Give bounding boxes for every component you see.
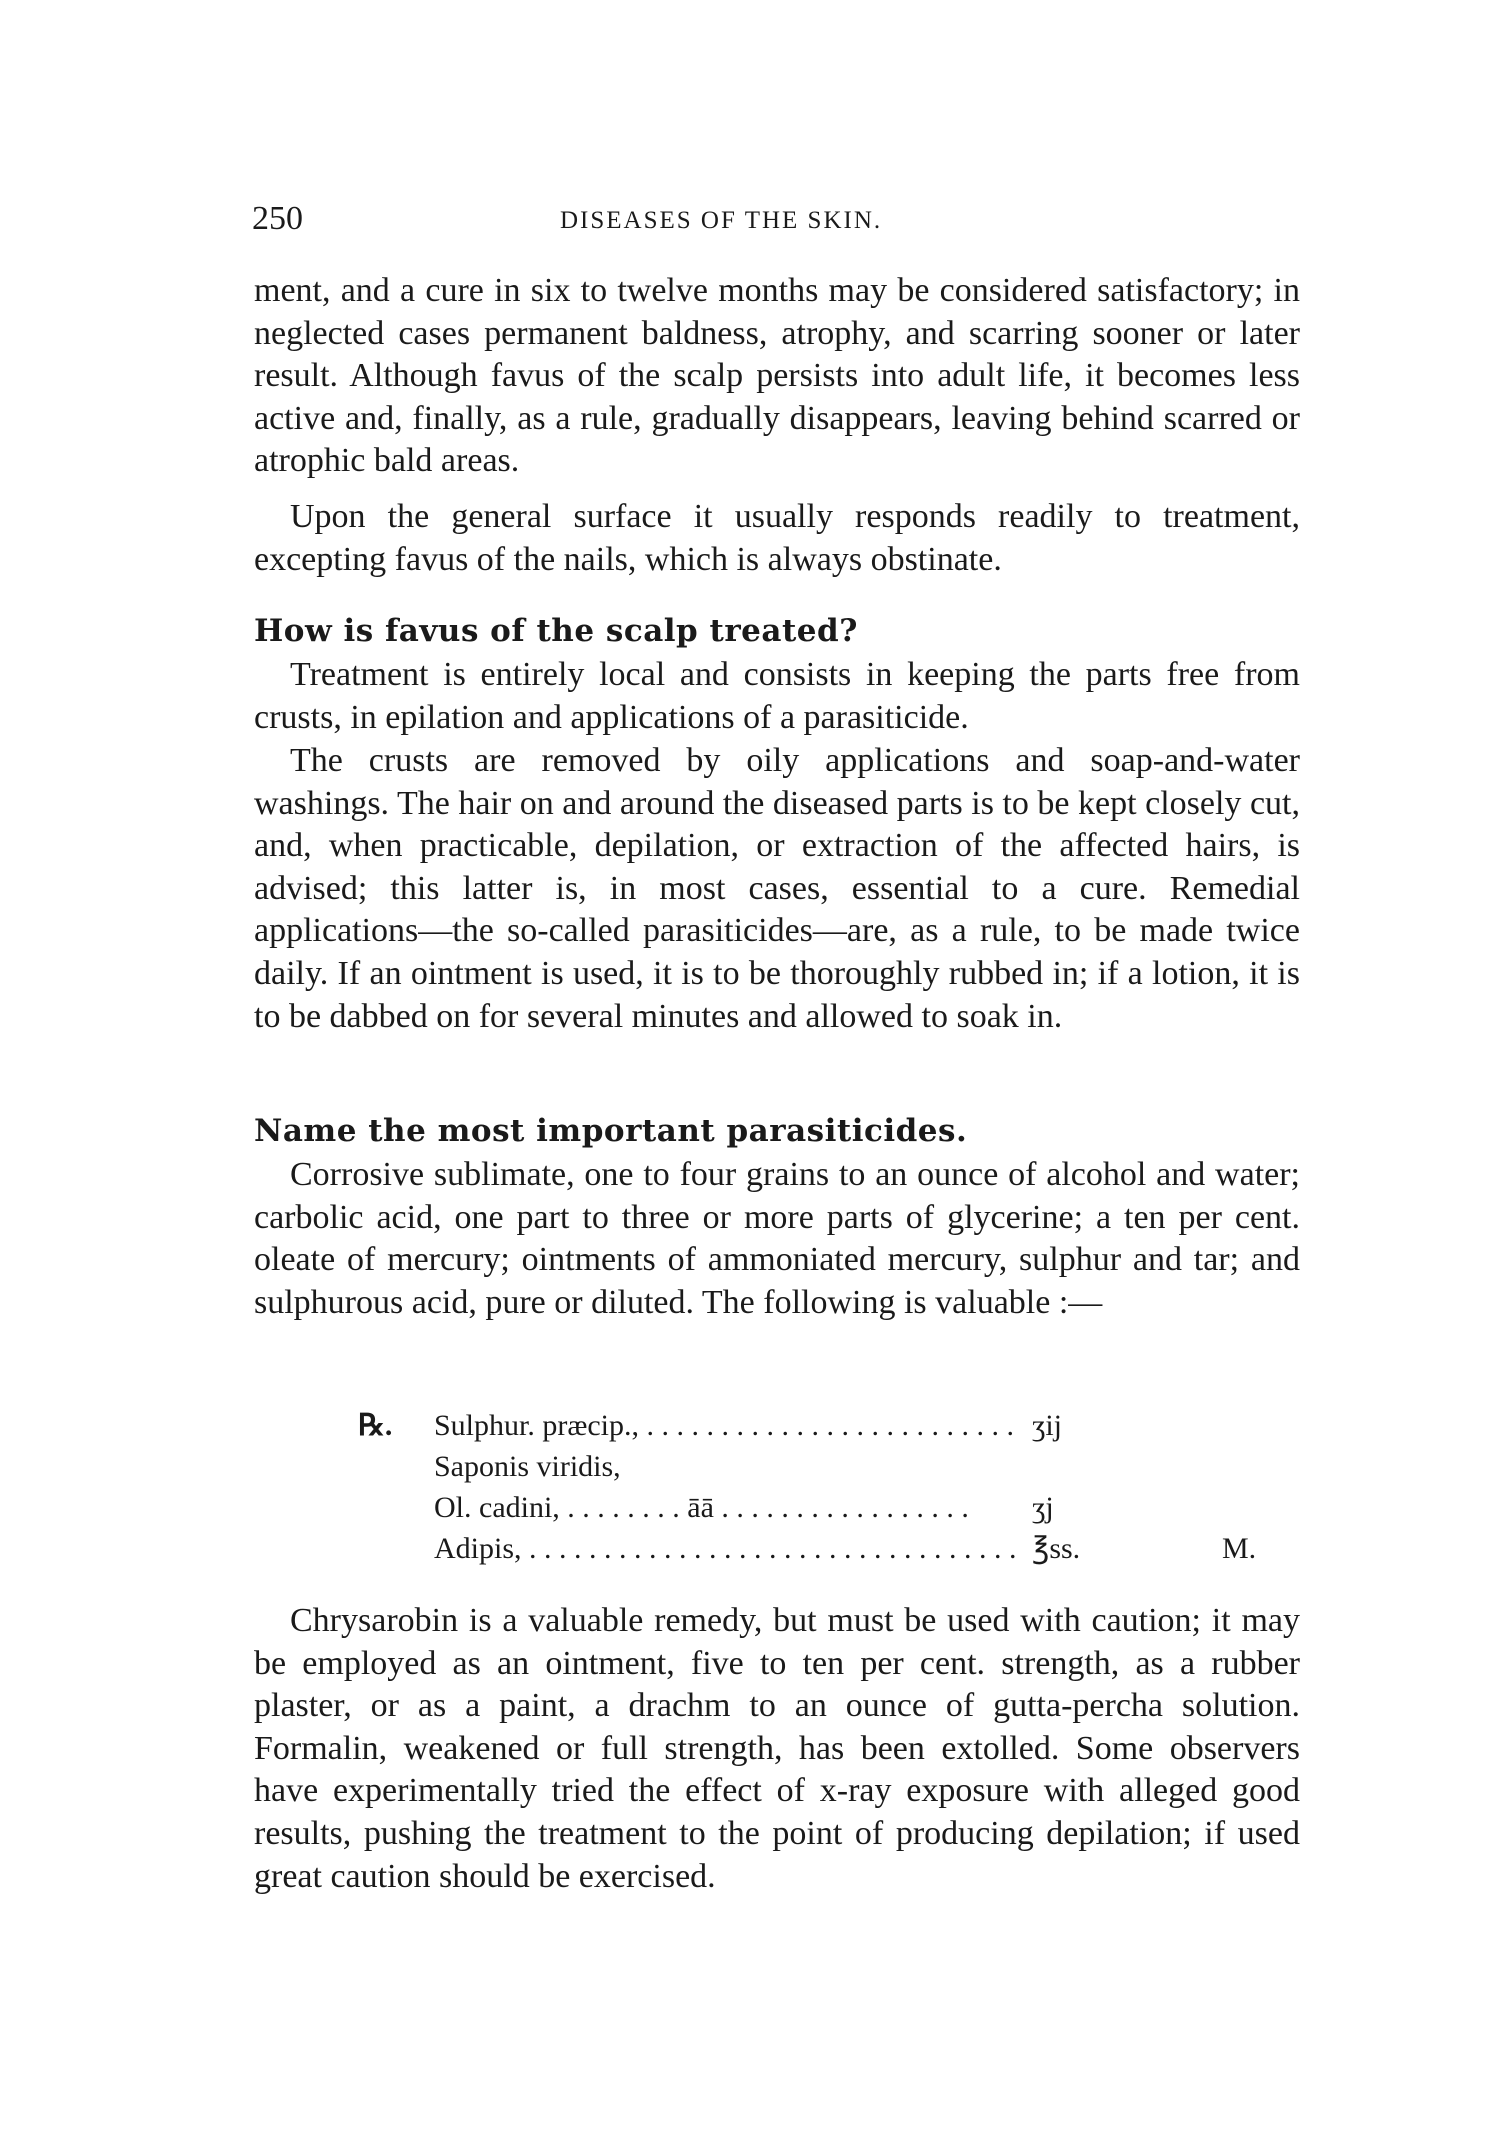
misce-label: M. [1222,1532,1257,1565]
prescription-row [358,1487,1256,1528]
ingredient: Adipis, . . . . . . . . . . . . . . . . . . . . . . . . . . . . . . . . . [434,1532,1017,1565]
running-title: DISEASES OF THE SKIN. [560,207,883,234]
prescription-row [358,1405,1256,1446]
prescription-row [358,1446,1256,1487]
page-number: 250 [252,200,303,237]
paragraph-parasiticides: Corrosive sublimate, one to four grains to an ounce of alcohol and water; carbolic acid, one part to three or more parts of glycerine; a ten per cent. oleate of mercury; ointments of ammoniated mercury, sulphur and tar; and sulphurous acid, pure or diluted. The following is valuable :— [254,1156,1300,1321]
recipe-symbol: ℞. [358,1409,393,1442]
paragraph-treatment: Treatment is entirely local and consists in keeping the parts free from crusts, in epilation and applications of a parasiticide. [254,656,1300,736]
paragraph-crusts: The crusts are removed by oily applications and soap-and-water washings. The hair on and around the diseased parts is to be kept closely cut, and, when practicable, depilation, or extraction of the affected hairs, is advised; this latter is, in most cases, essential to a cure. Remedial applications—the so-called parasiticides—are, as a rule, to be made twice daily. If an ointment is used, it is to be thoroughly rubbed in; if a lotion, it is to be dabbed on for several minutes and allowed to soak in. [254,742,1300,1035]
question-heading-treatment: How is favus of the scalp treated? [254,613,858,649]
quantity [1032,1446,1222,1487]
ingredient: Sulphur. præcip., . . . . . . . . . . . . . . . . . . . . . . . . . [434,1409,1015,1442]
ingredient: Ol. cadini, . . . . . . . . āā . . . . . . . . . . . . . . . . . [434,1491,969,1524]
question-heading-parasiticides: Name the most important parasiticides. [254,1113,968,1149]
quantity: ʒj [1032,1491,1054,1524]
prescription-row [358,1528,1256,1569]
paragraph-continuation: ment, and a cure in six to twelve months may be considered satisfactory; in neglected cases permanent baldness, atrophy, and scarring sooner or later result. Although favus of the scalp persists into adult life, it becomes less active and, finally, as a rule, gradually disappears, leaving behind scarred or atrophic bald areas. [254,272,1300,480]
paragraph-chrysarobin: Chrysarobin is a valuable remedy, but must be used with caution; it may be employed as an ointment, five to ten per cent. strength, as a rubber plaster, or as a paint, a drachm to an ounce of gutta-percha solution. Formalin, weakened or full strength, has been extolled. Some observers have experimentally tried the effect of x-ray exposure with alleged good results, pushing the treatment to the point of producing depilation; if used great caution should be exercised. [254,1602,1300,1895]
ingredient: Saponis viridis, [434,1450,621,1483]
prescription [358,1405,1256,1569]
quantity: ʒij [1032,1409,1062,1442]
quantity: ℥ss. [1032,1532,1081,1565]
paragraph-general-surface: Upon the general surface it usually responds readily to treatment, excepting favus of the nails, which is always obstinate. [254,498,1300,578]
